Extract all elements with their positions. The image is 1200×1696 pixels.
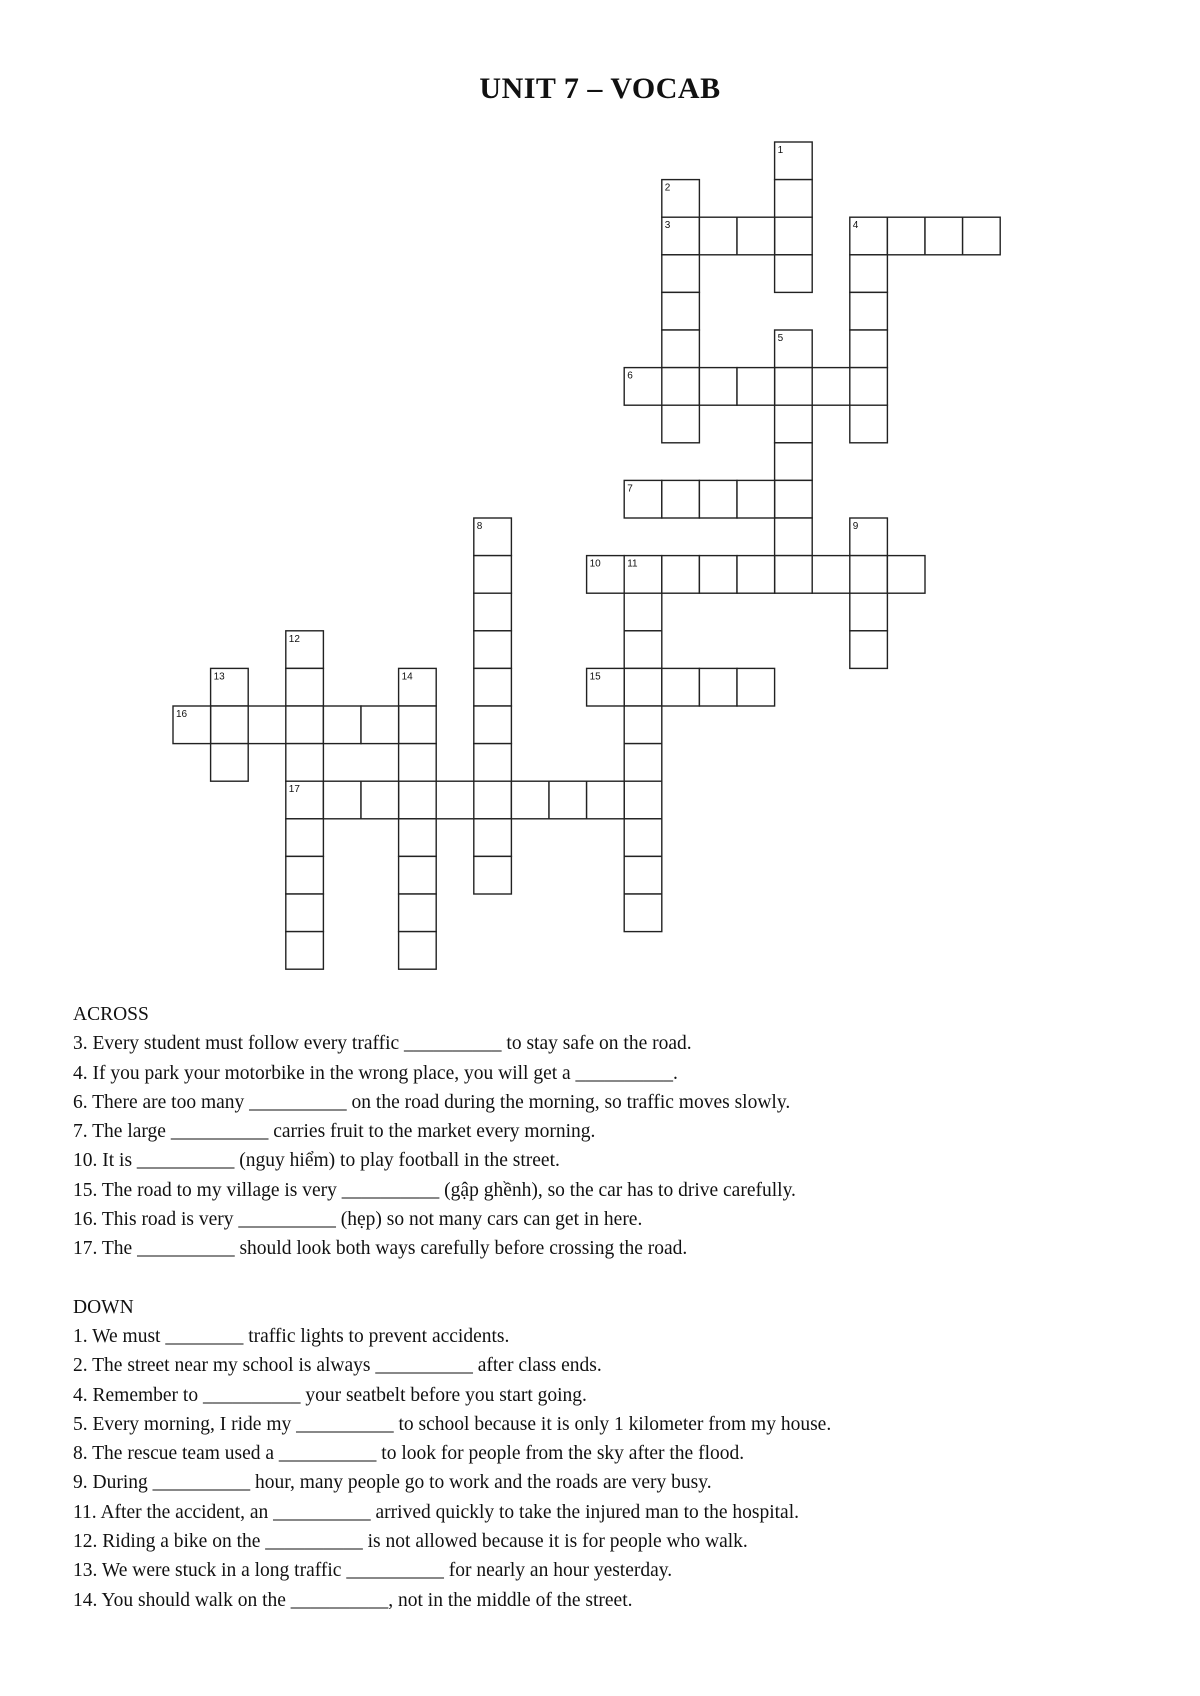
crossword-cell[interactable]	[286, 668, 324, 706]
clue-number: 4	[852, 220, 859, 232]
crossword-cell[interactable]	[850, 292, 888, 330]
crossword-cell[interactable]	[624, 856, 662, 894]
clue-number: 8	[476, 521, 483, 532]
crossword-cell[interactable]	[662, 292, 700, 330]
down-clue-13: 13. We were stuck in a long traffic __________ for nearly an hour yesterday.	[73, 1560, 673, 1582]
crossword-cell[interactable]	[624, 781, 662, 819]
crossword-cell[interactable]	[474, 819, 512, 857]
crossword-cell[interactable]	[624, 668, 662, 706]
crossword-cell[interactable]	[737, 368, 775, 406]
crossword-cell[interactable]	[286, 894, 324, 932]
crossword-cell[interactable]	[474, 781, 512, 819]
crossword-cell[interactable]	[474, 556, 512, 594]
crossword-cell[interactable]	[850, 368, 888, 406]
crossword-cell[interactable]	[812, 368, 850, 406]
crossword-cell[interactable]	[286, 744, 324, 782]
crossword-cell[interactable]	[662, 480, 700, 518]
clue-number: 7	[627, 483, 633, 495]
crossword-cell[interactable]	[699, 668, 737, 706]
crossword-cell[interactable]	[361, 706, 399, 744]
down-clue-1: 1. We must ________ traffic lights to prevent accidents.	[73, 1325, 510, 1347]
clue-number: 3	[664, 220, 671, 232]
crossword-cell[interactable]	[737, 480, 775, 518]
crossword-cell[interactable]	[511, 781, 549, 819]
crossword-cell[interactable]	[812, 556, 850, 594]
crossword-cell[interactable]	[963, 217, 1001, 255]
section-spacer	[73, 1264, 1153, 1293]
crossword-cell[interactable]	[925, 217, 963, 255]
crossword-cell[interactable]	[399, 819, 437, 857]
crossword-cell[interactable]	[850, 405, 888, 443]
clue-section	[73, 1000, 1153, 1615]
crossword-cell[interactable]	[624, 894, 662, 932]
crossword-cell[interactable]	[699, 556, 737, 594]
crossword-cell[interactable]	[248, 706, 286, 744]
down-clue-11: 11. After the accident, an __________ arrived quickly to take the injured man to the hospital.	[73, 1501, 799, 1523]
across-clue-7: 7. The large __________ carries fruit to the market every morning.	[73, 1121, 596, 1143]
down-clue-9: 9. During __________ hour, many people go to work and the roads are very busy.	[73, 1472, 712, 1494]
clue-number: 16	[176, 709, 188, 720]
crossword-cell[interactable]	[474, 631, 512, 669]
crossword-cell[interactable]	[211, 744, 249, 782]
across-clue-4: 4. If you park your motorbike in the wrong place, you will get a __________.	[73, 1062, 678, 1084]
crossword-cell[interactable]	[850, 330, 888, 368]
clue-number: 1	[777, 145, 784, 156]
across-clue-3: 3. Every student must follow every traffic __________ to stay safe on the road.	[73, 1033, 692, 1055]
crossword-cell[interactable]	[662, 668, 700, 706]
down-clue-12: 12. Riding a bike on the __________ is not allowed because it is for people who walk.	[73, 1531, 748, 1553]
crossword-cell[interactable]	[775, 368, 813, 406]
crossword-cell[interactable]	[399, 894, 437, 932]
crossword-cell[interactable]	[699, 480, 737, 518]
crossword-cell[interactable]	[850, 631, 888, 669]
crossword-cell[interactable]	[474, 856, 512, 894]
down-clue-4: 4. Remember to __________ your seatbelt before you start going.	[73, 1384, 587, 1406]
crossword-cell[interactable]	[662, 255, 700, 293]
crossword-cell[interactable]	[887, 556, 925, 594]
crossword-cell[interactable]	[323, 706, 361, 744]
across-clue-6: 6. There are too many __________ on the road during the morning, so traffic moves slowly.	[73, 1091, 791, 1113]
crossword-cell[interactable]	[399, 932, 437, 970]
crossword-cell[interactable]	[850, 593, 888, 631]
clue-number: 13	[213, 671, 225, 683]
crossword-cell[interactable]	[286, 819, 324, 857]
crossword-cell[interactable]	[286, 856, 324, 894]
crossword-cell[interactable]	[624, 631, 662, 669]
clue-number: 10	[589, 558, 601, 570]
crossword-cell[interactable]	[624, 744, 662, 782]
down-heading: DOWN	[73, 1296, 134, 1318]
crossword-cell[interactable]	[775, 217, 813, 255]
crossword-cell[interactable]	[624, 819, 662, 857]
crossword-cell[interactable]	[211, 706, 249, 744]
crossword-cell[interactable]	[662, 405, 700, 443]
down-clue-8: 8. The rescue team used a __________ to look for people from the sky after the flood.	[73, 1443, 745, 1465]
across-clue-10: 10. It is __________ (nguy hiểm) to play football in the street.	[73, 1150, 560, 1172]
crossword-cell[interactable]	[775, 556, 813, 594]
crossword-cell[interactable]	[775, 518, 813, 556]
crossword-cell[interactable]	[399, 744, 437, 782]
crossword-cell[interactable]	[549, 781, 587, 819]
clue-number: 11	[627, 558, 638, 570]
clue-number: 5	[777, 333, 784, 344]
crossword-cell[interactable]	[399, 856, 437, 894]
crossword-cell[interactable]	[737, 668, 775, 706]
crossword-cell[interactable]	[775, 255, 813, 293]
down-clue-14: 14. You should walk on the __________, not in the middle of the street.	[73, 1589, 633, 1611]
crossword-cell[interactable]	[662, 556, 700, 594]
crossword-cell[interactable]	[474, 744, 512, 782]
crossword-cell[interactable]	[587, 781, 625, 819]
clue-number: 12	[288, 633, 300, 645]
clue-number: 17	[288, 784, 300, 796]
clue-number: 14	[401, 671, 413, 683]
crossword-cell[interactable]	[624, 593, 662, 631]
crossword-cell[interactable]	[286, 706, 324, 744]
crossword-cell[interactable]	[850, 255, 888, 293]
crossword-cell[interactable]	[775, 405, 813, 443]
crossword-cell[interactable]	[286, 932, 324, 970]
crossword-cell[interactable]	[662, 368, 700, 406]
crossword-cell[interactable]	[474, 593, 512, 631]
across-heading: ACROSS	[73, 1004, 149, 1025]
crossword-cell[interactable]	[775, 480, 813, 518]
across-clue-16: 16. This road is very __________ (hẹp) so not many cars can get in here.	[73, 1209, 643, 1231]
crossword-cell[interactable]	[323, 781, 361, 819]
down-clue-2: 2. The street near my school is always __________ after class ends.	[73, 1355, 602, 1377]
crossword-cell[interactable]	[624, 706, 662, 744]
crossword-cell[interactable]	[887, 217, 925, 255]
crossword-cell[interactable]	[850, 556, 888, 594]
crossword-cell[interactable]	[474, 668, 512, 706]
crossword-cell[interactable]	[775, 443, 813, 481]
crossword-cell[interactable]	[662, 330, 700, 368]
crossword-cell[interactable]	[775, 180, 813, 218]
crossword-cell[interactable]	[399, 706, 437, 744]
crossword-cell[interactable]	[361, 781, 399, 819]
crossword-cell[interactable]	[699, 368, 737, 406]
crossword-cell[interactable]	[737, 556, 775, 594]
crossword-cell[interactable]	[737, 217, 775, 255]
clue-number: 15	[589, 671, 601, 683]
across-clue-15: 15. The road to my village is very __________ (gập ghềnh), so the car has to drive carefully.	[73, 1179, 796, 1201]
clue-number: 6	[627, 370, 633, 382]
worksheet-title: UNIT 7 – VOCAB	[479, 72, 721, 105]
crossword-cell[interactable]	[699, 217, 737, 255]
crossword-cell[interactable]	[474, 706, 512, 744]
clue-number: 9	[852, 521, 859, 532]
down-clue-5: 5. Every morning, I ride my __________ to school because it is only 1 kilometer from my house.	[73, 1413, 832, 1435]
clue-number: 2	[664, 182, 671, 194]
crossword-cell[interactable]	[399, 781, 437, 819]
across-clue-17: 17. The __________ should look both ways carefully before crossing the road.	[73, 1238, 688, 1260]
crossword-cell[interactable]	[436, 781, 474, 819]
